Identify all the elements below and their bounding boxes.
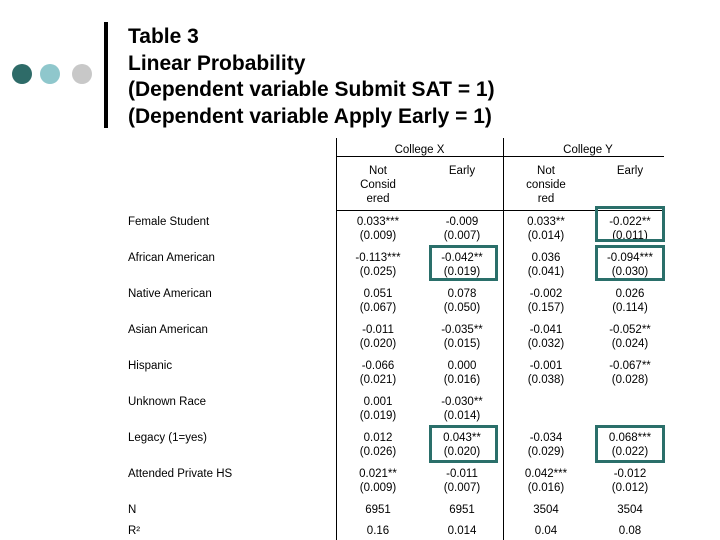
- n-cell: 3504: [533, 504, 559, 516]
- row-label: Attended Private HS: [128, 468, 233, 480]
- table-cell: [420, 323, 504, 351]
- coefficient: -0.011: [362, 324, 394, 336]
- std-error: (0.021): [359, 374, 397, 386]
- table-cell: [420, 215, 504, 243]
- coefficient: 0.051: [363, 288, 393, 300]
- highlight-box: [595, 425, 665, 463]
- table-cell: [504, 215, 588, 243]
- table-cell: [504, 467, 588, 495]
- row-label-n: N: [128, 504, 137, 516]
- table-cell: [504, 431, 588, 459]
- coefficient: 0.078: [447, 288, 477, 300]
- coefficient: -0.066: [361, 360, 395, 372]
- table-cell: [588, 467, 672, 495]
- coefficient: 0.012: [363, 432, 393, 444]
- table-cell: [336, 323, 420, 351]
- highlight-box: [429, 245, 498, 281]
- std-error: (0.157): [527, 302, 565, 314]
- table-cell: [336, 467, 420, 495]
- table-cell: [336, 395, 420, 423]
- std-error: (0.032): [527, 338, 565, 350]
- table-cell: [588, 359, 672, 387]
- r2-cell: 0.16: [366, 525, 390, 537]
- std-error: (0.016): [527, 482, 565, 494]
- std-error: (0.041): [527, 266, 565, 278]
- coefficient: -0.009: [445, 216, 479, 228]
- table-cell: [336, 251, 420, 279]
- row-label: Female Student: [128, 216, 210, 228]
- table-cell: [420, 467, 504, 495]
- std-error: (0.020): [359, 338, 397, 350]
- coefficient: 0.068***: [608, 432, 652, 444]
- coefficient: -0.002: [529, 288, 563, 300]
- std-error: (0.019): [443, 266, 481, 278]
- std-error: (0.022): [611, 446, 649, 458]
- row-label-r2: R²: [128, 525, 141, 537]
- std-error: (0.009): [359, 482, 397, 494]
- std-error: (0.038): [527, 374, 565, 386]
- subheader-not-considered-x: [336, 164, 420, 206]
- group-header-college-y: College Y: [563, 144, 613, 156]
- table-cell: [504, 323, 588, 351]
- std-error: (0.028): [611, 374, 649, 386]
- std-error: (0.030): [611, 266, 649, 278]
- title-line: Linear Probability: [128, 51, 306, 75]
- coefficient: -0.052**: [609, 324, 651, 336]
- title-line: (Dependent variable Submit SAT = 1): [128, 78, 495, 101]
- table-cell: [420, 395, 504, 423]
- std-error: (0.014): [443, 410, 481, 422]
- subheader-line: Early: [616, 165, 644, 177]
- std-error: (0.025): [359, 266, 397, 278]
- coefficient: -0.094***: [606, 252, 654, 264]
- std-error: (0.114): [612, 302, 648, 314]
- coefficient: -0.022**: [609, 216, 651, 228]
- subheader-line: Not: [537, 165, 555, 177]
- coefficient: -0.011: [446, 468, 478, 480]
- std-error: (0.024): [611, 338, 649, 350]
- std-error: (0.026): [359, 446, 397, 458]
- coefficient: 0.036: [531, 252, 561, 264]
- std-error: (0.029): [527, 446, 565, 458]
- subheader-early-x: [420, 164, 504, 178]
- std-error: (0.012): [611, 482, 649, 494]
- row-label: Legacy (1=yes): [128, 432, 207, 444]
- row-label: Unknown Race: [128, 396, 206, 408]
- table-cell: [504, 251, 588, 279]
- n-cell: 6951: [449, 504, 475, 516]
- coefficient: -0.041: [529, 324, 563, 336]
- std-error: (0.015): [443, 338, 481, 350]
- coefficient: 0.042***: [524, 468, 568, 480]
- table-cell: [336, 431, 420, 459]
- std-error: (0.007): [443, 482, 481, 494]
- row-label: Hispanic: [128, 360, 173, 372]
- row-label: Native American: [128, 288, 212, 300]
- subheader-early-y: [588, 164, 672, 178]
- n-cell: 3504: [617, 504, 643, 516]
- table-cell: [588, 287, 672, 315]
- coefficient: 0.001: [363, 396, 393, 408]
- table-cell: [504, 359, 588, 387]
- std-error: (0.019): [359, 410, 397, 422]
- table-cell: [420, 359, 504, 387]
- highlight-box: [429, 425, 498, 463]
- table-cell: [420, 287, 504, 315]
- std-error: (0.016): [443, 374, 481, 386]
- subheader-line: Early: [448, 165, 476, 177]
- std-error: (0.014): [527, 230, 565, 242]
- coefficient: -0.012: [613, 468, 647, 480]
- coefficient: 0.021**: [359, 468, 397, 480]
- coefficient: -0.001: [529, 360, 563, 372]
- std-error: (0.020): [443, 446, 481, 458]
- std-error: (0.050): [443, 302, 481, 314]
- coefficient: -0.067**: [609, 360, 651, 372]
- subheader-line: red: [537, 193, 555, 205]
- std-error: (0.067): [359, 302, 397, 314]
- row-label: African American: [128, 252, 215, 264]
- coefficient: -0.034: [529, 432, 563, 444]
- subheader-not-considered-y: [504, 164, 588, 206]
- group-header-college-x: College X: [394, 144, 445, 156]
- coefficient: 0.033**: [527, 216, 565, 228]
- coefficient: 0.000: [447, 360, 477, 372]
- row-label: Asian American: [128, 324, 208, 336]
- subheader-line: Not: [369, 165, 387, 177]
- coefficient: -0.113***: [355, 252, 401, 264]
- coefficient: 0.033***: [356, 216, 400, 228]
- coefficient: -0.035**: [441, 324, 483, 336]
- coefficient: -0.030**: [441, 396, 483, 408]
- subheader-line: Consid: [360, 179, 396, 191]
- table-cell: [336, 359, 420, 387]
- std-error: (0.011): [612, 230, 648, 242]
- table-cell: [504, 287, 588, 315]
- coefficient: 0.043**: [443, 432, 481, 444]
- n-cell: 6951: [365, 504, 391, 516]
- title-line: Table 3: [128, 25, 199, 48]
- table-cell: [588, 323, 672, 351]
- subheader-line: conside: [526, 179, 566, 191]
- r2-cell: 0.08: [618, 525, 642, 537]
- table-cell: [336, 215, 420, 243]
- subheader-line: ered: [366, 193, 390, 205]
- std-error: (0.007): [443, 230, 481, 242]
- highlight-box: [595, 245, 665, 281]
- std-error: (0.009): [359, 230, 397, 242]
- r2-cell: 0.04: [534, 525, 558, 537]
- coefficient: 0.026: [615, 288, 645, 300]
- highlight-box: [595, 206, 665, 242]
- title-line: (Dependent variable Apply Early = 1): [128, 104, 492, 128]
- coefficient: -0.042**: [441, 252, 483, 264]
- r2-cell: 0.014: [447, 525, 477, 537]
- table-cell: [336, 287, 420, 315]
